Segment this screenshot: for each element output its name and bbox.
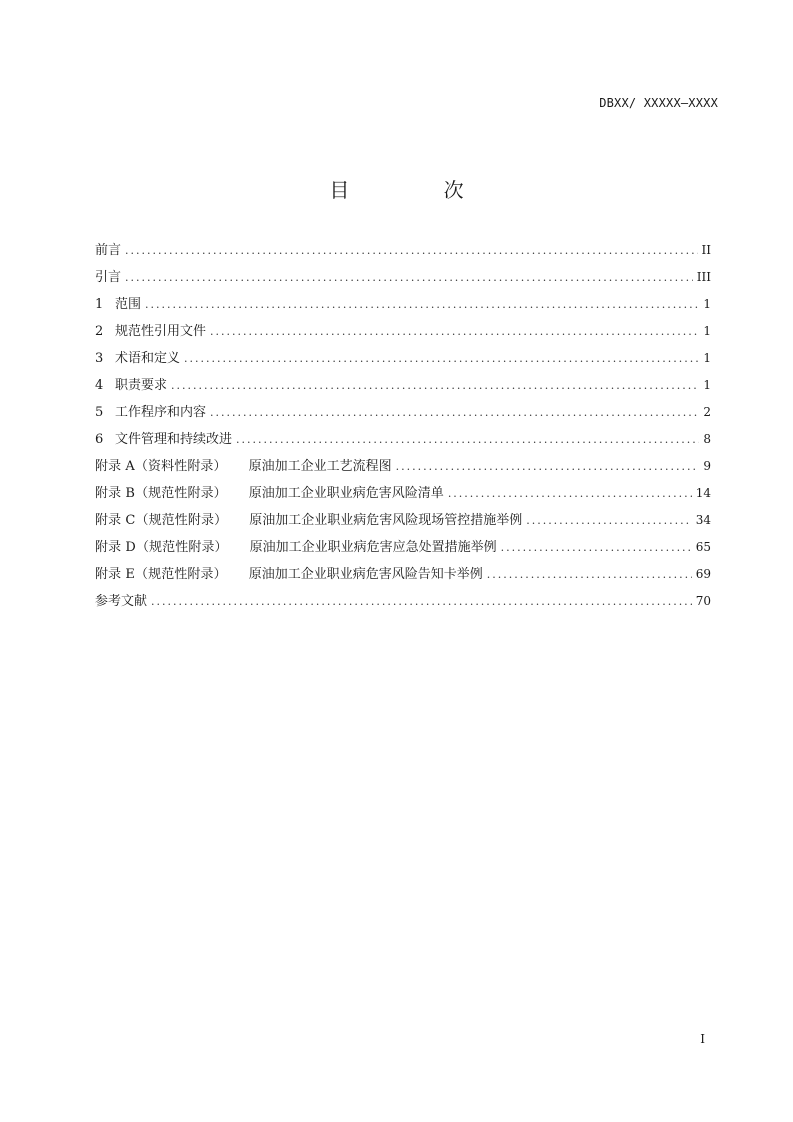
toc-annex-label: 附录 C（规范性附录） [95, 513, 228, 528]
toc-annex-title: 原油加工企业职业病危害风险告知卡举例 [248, 567, 483, 582]
toc-entry-page: 65 [695, 540, 711, 554]
table-of-contents [95, 239, 711, 617]
toc-entry-number: 6 [95, 432, 104, 447]
toc-entry-document-management[interactable] [95, 428, 711, 455]
toc-entry-label: 职责要求 [115, 378, 168, 393]
toc-entry-normative-references[interactable] [95, 320, 711, 347]
toc-entry-label: 参考文献 [95, 594, 148, 609]
toc-dot-leader [487, 569, 692, 580]
toc-dot-leader [210, 326, 699, 337]
toc-entry-label: 前言 [95, 243, 122, 258]
toc-entry-page: 9 [703, 459, 711, 473]
toc-entry-page: 8 [703, 432, 711, 446]
toc-dot-leader [125, 245, 698, 256]
toc-dot-leader [151, 596, 692, 607]
toc-entry-page: 69 [695, 567, 711, 581]
document-code: DBXX/ XXXXX—XXXX [599, 96, 718, 110]
toc-annex-title: 原油加工企业工艺流程图 [248, 459, 392, 474]
toc-entry-page: 1 [703, 378, 711, 392]
toc-entry-number: 3 [95, 351, 104, 366]
toc-entry-page: II [701, 243, 711, 257]
toc-entry-introduction[interactable] [95, 266, 711, 293]
toc-entry-label: 引言 [95, 270, 122, 285]
toc-entry-label: 规范性引用文件 [115, 324, 207, 339]
toc-entry-page: 2 [703, 405, 711, 419]
toc-entry-bibliography[interactable] [95, 590, 711, 617]
toc-entry-procedures[interactable] [95, 401, 711, 428]
toc-entry-number: 5 [95, 405, 104, 420]
toc-dot-leader [236, 434, 699, 445]
toc-entry-label: 范围 [115, 297, 142, 312]
toc-entry-number: 1 [95, 297, 104, 312]
toc-annex-label: 附录 B（规范性附录） [95, 486, 227, 501]
toc-entry-label: 工作程序和内容 [115, 405, 207, 420]
toc-dot-leader [396, 461, 700, 472]
toc-entry-label: 术语和定义 [115, 351, 181, 366]
toc-entry-page: 14 [695, 486, 711, 500]
toc-annex-title: 原油加工企业职业病危害风险清单 [248, 486, 444, 501]
toc-entry-annex-a[interactable] [95, 455, 711, 482]
toc-dot-leader [171, 380, 699, 391]
toc-entry-page: 1 [703, 297, 711, 311]
toc-annex-label: 附录 A（资料性附录） [95, 459, 227, 474]
toc-dot-leader [184, 353, 699, 364]
toc-dot-leader [526, 515, 692, 526]
toc-annex-label: 附录 E（规范性附录） [95, 567, 227, 582]
toc-title: 目 次 [329, 178, 508, 202]
toc-entry-page: 1 [703, 351, 711, 365]
toc-entry-page: 1 [703, 324, 711, 338]
toc-dot-leader [125, 272, 693, 283]
page-number: I [700, 1032, 705, 1046]
toc-dot-leader [501, 542, 692, 553]
toc-dot-leader [145, 299, 699, 310]
toc-entry-page: III [696, 270, 711, 284]
toc-entry-annex-d[interactable] [95, 536, 711, 563]
toc-annex-label: 附录 D（规范性附录） [95, 540, 228, 555]
toc-entry-page: 34 [695, 513, 711, 527]
toc-entry-number: 2 [95, 324, 104, 339]
toc-entry-annex-b[interactable] [95, 482, 711, 509]
toc-entry-responsibilities[interactable] [95, 374, 711, 401]
toc-entry-annex-e[interactable] [95, 563, 711, 590]
toc-dot-leader [448, 488, 692, 499]
toc-entry-scope[interactable] [95, 293, 711, 320]
toc-entry-label: 文件管理和持续改进 [115, 432, 233, 447]
toc-entry-annex-c[interactable] [95, 509, 711, 536]
toc-annex-title: 原油加工企业职业病危害应急处置措施举例 [249, 540, 497, 555]
toc-entry-number: 4 [95, 378, 104, 393]
toc-entry-page: 70 [695, 594, 711, 608]
toc-entry-terms-definitions[interactable] [95, 347, 711, 374]
toc-entry-foreword[interactable] [95, 239, 711, 266]
toc-annex-title: 原油加工企业职业病危害风险现场管控措施举例 [249, 513, 523, 528]
toc-dot-leader [210, 407, 699, 418]
